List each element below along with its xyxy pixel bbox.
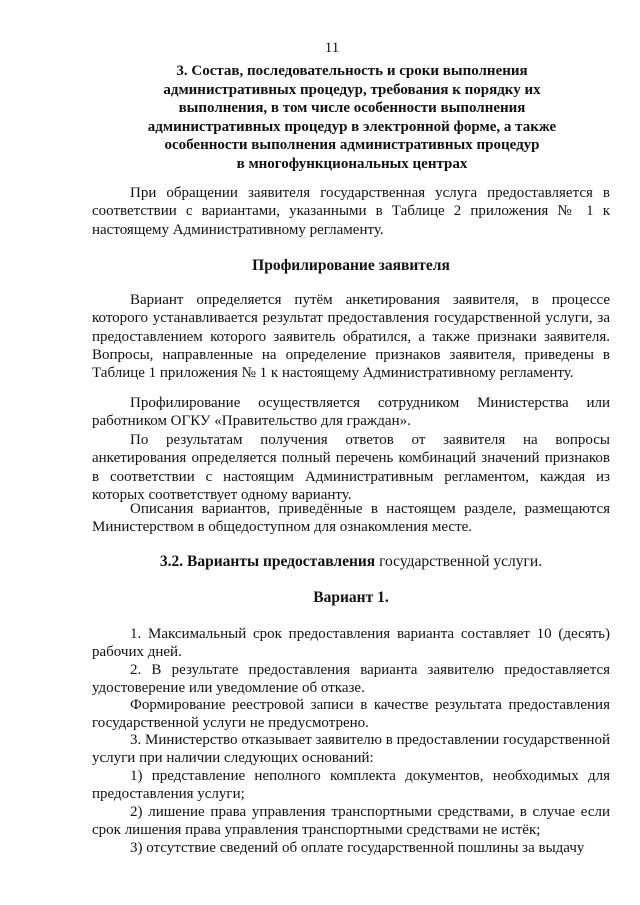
variant-1-reason-1: 1) представление неполного комплекта документов, необходимых для предоставления услуги; — [92, 768, 610, 803]
profiling-paragraph-2: Профилирование осуществляется сотрудником Министерства или работником ОГКУ «Правительство для граждан». — [92, 395, 610, 430]
variants-heading-normal: государственной услуги. — [375, 553, 543, 570]
section-heading-line: в многофункциональных центрах — [236, 155, 468, 172]
variant-1-reason-3: 3) отсутствие сведений об оплате государственной пошлины за выдачу — [130, 840, 585, 856]
page-number: 11 — [324, 40, 340, 56]
variant-1-item-1: 1. Максимальный срок предоставления варианта составляет 10 (десять) рабочих дней. — [92, 626, 610, 661]
section-heading-line: выполнения, в том числе особенности выполнения — [178, 100, 526, 117]
variant-1-reason-2: 2) лишение права управления транспортными средствами, в случае если срок лишения права управления транспортными средствами не истёк; — [92, 804, 610, 839]
variant-1-item-3: 3. Министерство отказывает заявителю в предоставлении государственной услуги при наличии следующих оснований: — [92, 732, 610, 767]
profiling-paragraph-3: По результатам получения ответов от заявителя на вопросы анкетирования определяется полный перечень комбинаций значений признаков в соответствии с настоящим Административным регламентом, каждая из которых соответствует одному варианту. — [92, 432, 610, 503]
intro-paragraph: При обращении заявителя государственная услуга предоставляется в соответствии с вариантами, указанными в Таблице 2 приложения № 1 к настоящему Административному регламенту. — [92, 185, 610, 238]
profiling-paragraph-4: Описания вариантов, приведённые в настоящем разделе, размещаются Министерством в общедоступном для ознакомления месте. — [92, 501, 610, 536]
section-heading — [92, 62, 612, 174]
section-heading-line: 3. Состав, последовательность и сроки выполнения — [176, 63, 528, 79]
variants-heading — [92, 553, 610, 571]
section-heading-line: административных процедур в электронной форме, а также — [147, 118, 557, 135]
profiling-title: Профилирование заявителя — [252, 257, 450, 274]
variant-1-item-2-note: Формирование реестровой записи в качестве результата предоставления государственной услуги не предусмотрено. — [92, 697, 610, 732]
variant-1-title: Вариант 1. — [313, 589, 389, 606]
section-heading-line: административных процедур, требования к порядку их — [163, 81, 541, 98]
profiling-paragraph-1: Вариант определяется путём анкетирования заявителя, в процессе которого устанавливается результат предоставления государственной услуги, за предоставлением которого заявитель обратился, а также признаки заявителя. Вопросы, направленные на определение признаков заявителя, приведены в Таблице 1 приложения № 1 к настоящему Административному регламенту. — [92, 292, 610, 382]
variant-1-item-2: 2. В результате предоставления варианта заявителю предоставляется удостоверение или уведомление об отказе. — [92, 662, 610, 697]
section-heading-line: особенности выполнения административных процедур — [164, 137, 540, 154]
variants-heading-bold: 3.2. Варианты предоставления — [159, 553, 376, 570]
